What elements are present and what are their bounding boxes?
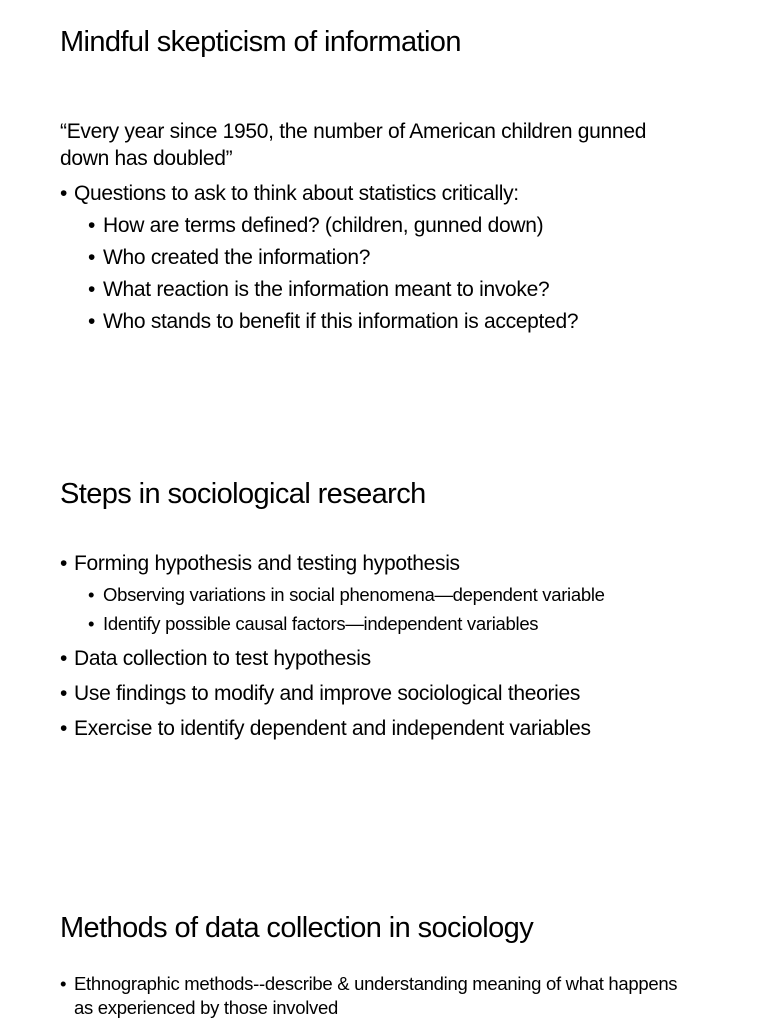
quote-text: “Every year since 1950, the number of American children gunned down has doubled” bbox=[60, 120, 647, 170]
bullet-list bbox=[60, 178, 578, 338]
slide-title: Methods of data collection in sociology bbox=[60, 912, 534, 944]
slide-title: Mindful skepticism of information bbox=[60, 26, 461, 58]
bullet-item: • Ethnographic methods--describe & understanding meaning of what happens as experienced by those involved bbox=[60, 972, 694, 1020]
slide-skepticism bbox=[0, 0, 768, 450]
bullet-item: • Use findings to modify and improve sociological theories bbox=[60, 676, 605, 711]
bullet-item: • Questions to ask to think about statistics critically: bbox=[60, 178, 578, 210]
bullet-item: • Exercise to identify dependent and independent variables bbox=[60, 711, 605, 746]
slide-research-steps bbox=[0, 450, 768, 880]
bullet-list bbox=[60, 972, 694, 1020]
sub-bullet-item: • What reaction is the information meant to invoke? bbox=[60, 274, 578, 306]
bullet-item: • Forming hypothesis and testing hypothesis bbox=[60, 548, 605, 580]
sub-bullet-item: • Identify possible causal factors—independent variables bbox=[60, 609, 605, 638]
slide-title: Steps in sociological research bbox=[60, 478, 426, 510]
sub-bullet-item: • Who stands to benefit if this information is accepted? bbox=[60, 306, 578, 338]
sub-bullet-item: • How are terms defined? (children, gunned down) bbox=[60, 210, 578, 242]
sub-bullet-item: • Observing variations in social phenomena—dependent variable bbox=[60, 580, 605, 609]
bullet-item: • Data collection to test hypothesis bbox=[60, 641, 605, 676]
slide-data-collection bbox=[0, 880, 768, 1024]
sub-bullet-item: • Who created the information? bbox=[60, 242, 578, 274]
bullet-list bbox=[60, 548, 605, 746]
